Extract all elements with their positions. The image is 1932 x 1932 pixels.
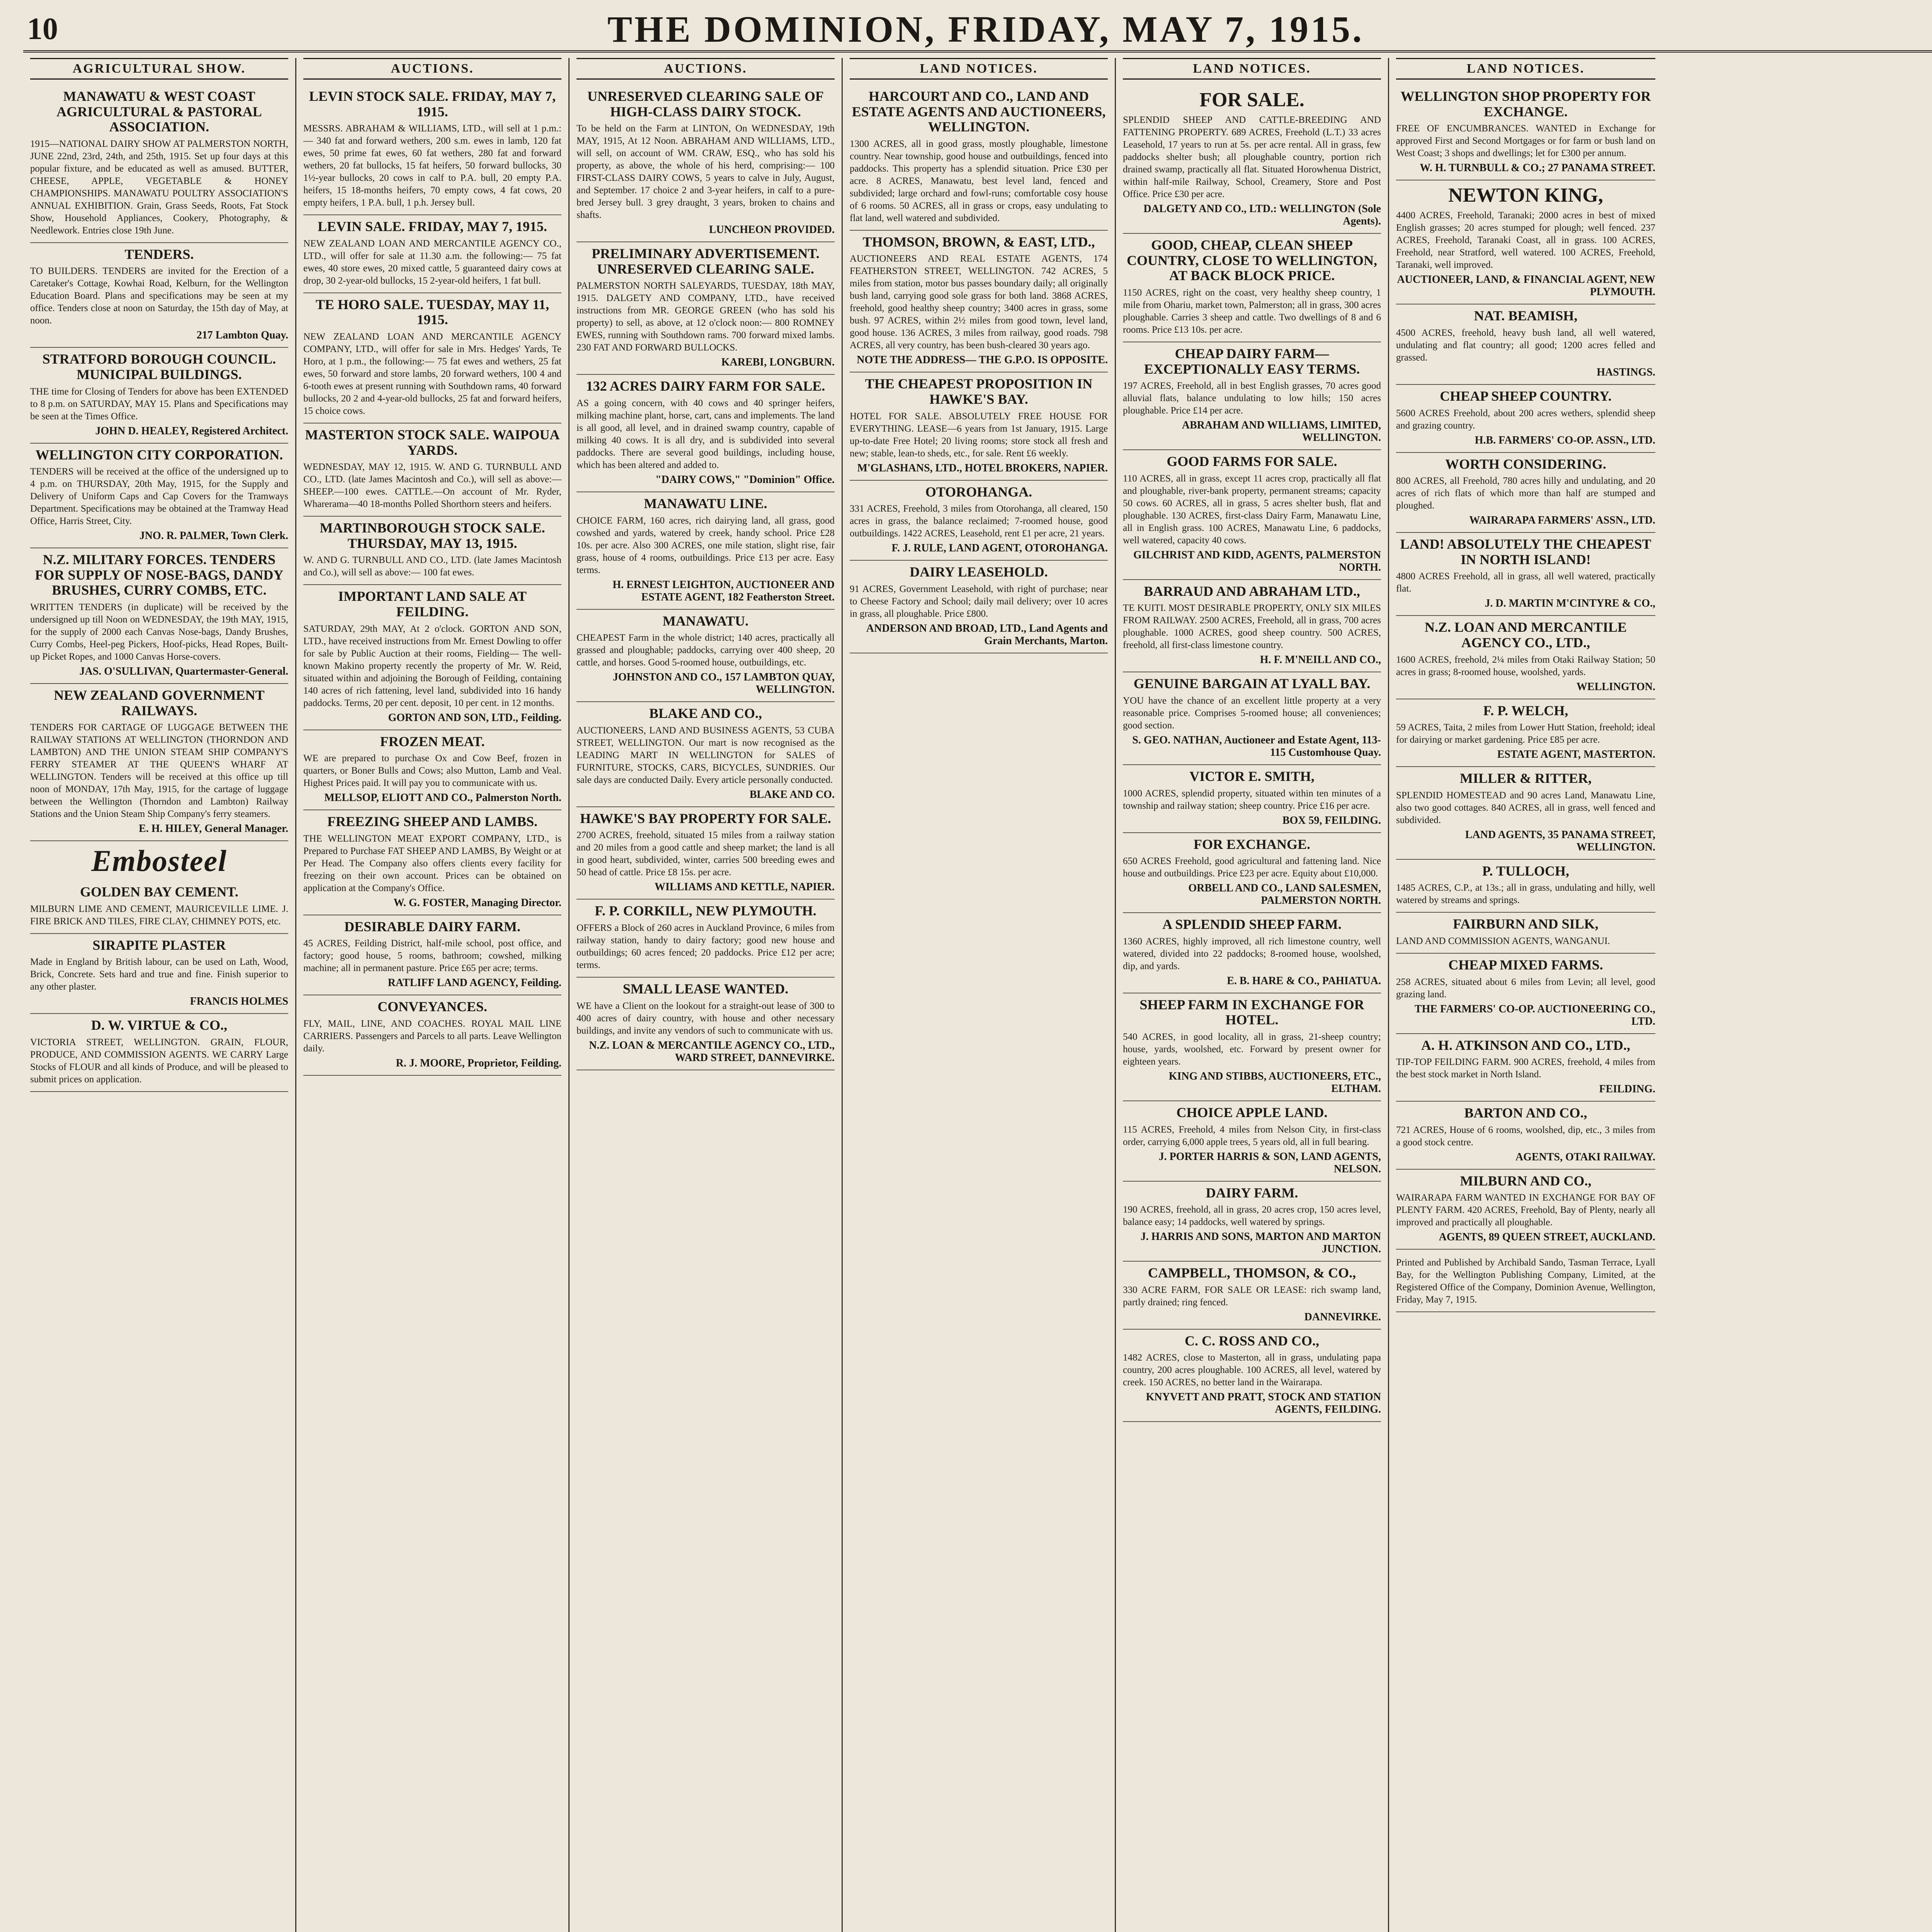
advertisement	[1396, 1170, 1655, 1250]
column-5	[1116, 58, 1389, 1932]
ad-body-text: 650 ACRES Freehold, good agricultural and fattening land. Nice house and outbuildings. Price £23 per acre. Equity about £10,000.	[1123, 856, 1381, 879]
advertisement	[1123, 450, 1381, 580]
ad-signature: W. H. TURNBULL & CO.; 27 PANAMA STREET.	[1420, 162, 1655, 174]
ad-title: NEWTON KING,	[1448, 184, 1603, 207]
advertisement	[30, 243, 288, 348]
ad-signature: NOTE THE ADDRESS— THE G.P.O. IS OPPOSITE.	[857, 354, 1108, 366]
section-heading: AUCTIONS.	[577, 58, 835, 80]
advertisement	[1123, 993, 1381, 1101]
ad-body-text: LAND AND COMMISSION AGENTS, WANGANUI.	[1396, 935, 1610, 946]
ad-title: CHOICE APPLE LAND.	[1176, 1104, 1328, 1120]
ad-body-text: FREE OF ENCUMBRANCES. WANTED in Exchange for approved First and Second Mortgages or for farm or bush land on West Coast; 3 shops and dwellings; let for £300 per annum.	[1396, 123, 1655, 159]
ad-body-text: TE KUITI. MOST DESIRABLE PROPERTY, ONLY SIX MILES FROM RAILWAY. 2500 ACRES, Freehold, all in grass, 700 acres ploughable. 1000 ACRES, good sheep country. 500 ACRES, freehold, all first-class limestone country.	[1123, 603, 1381, 651]
advertisement	[577, 807, 835, 900]
column-6	[1389, 58, 1662, 1932]
advertisement	[1123, 1262, 1381, 1330]
advertisement	[30, 934, 288, 1014]
advertisement	[30, 881, 288, 934]
advertisement	[303, 293, 561, 423]
ad-body-text: TIP-TOP FEILDING FARM. 900 ACRES, freehold, 4 miles from the best stock market in North Island.	[1396, 1057, 1655, 1080]
ad-title: SMALL LEASE WANTED.	[622, 981, 789, 997]
page-header	[23, 8, 1932, 53]
advertisement	[1396, 304, 1655, 385]
ad-title: GOOD, CHEAP, CLEAN SHEEP COUNTRY, CLOSE TO WELLINGTON, AT BACK BLOCK PRICE.	[1127, 237, 1377, 284]
section-heading: LAND NOTICES.	[850, 58, 1108, 80]
ad-signature: J. PORTER HARRIS & SON, LAND AGENTS, NELSON.	[1158, 1150, 1381, 1175]
ad-title: NAT. BEAMISH,	[1474, 308, 1578, 324]
advertisement	[850, 561, 1108, 653]
ad-body-text: WAIRARAPA FARM WANTED IN EXCHANGE FOR BAY OF PLENTY FARM. 420 ACRES, Freehold, Bay of Plenty, nearly all improved and practically all ploughable.	[1396, 1192, 1655, 1228]
ad-signature: N.Z. LOAN & MERCANTILE AGENCY CO., LTD., WARD STREET, DANNEVIRKE.	[589, 1039, 835, 1064]
ad-title: WELLINGTON CITY CORPORATION.	[35, 447, 283, 463]
ad-body-text: OFFERS a Block of 260 acres in Auckland Province, 6 miles from railway station, handy to dairy factory; good new house and outbuildings; 60 acres fenced; 20 paddocks. Price £12 per acre; terms.	[577, 922, 835, 970]
ad-title: HAWKE'S BAY PROPERTY FOR SALE.	[580, 810, 831, 826]
ad-body-text: 1482 ACRES, close to Masterton, all in grass, undulating papa country, 200 acres ploughable. 100 ACRES, all level, watered by creek. 150 ACRES, no better land in the Wairarapa.	[1123, 1352, 1381, 1388]
ad-title: CHEAP MIXED FARMS.	[1448, 957, 1603, 973]
ad-body-text: 330 ACRE FARM, FOR SALE OR LEASE: rich swamp land, partly drained; ring fenced.	[1123, 1284, 1381, 1308]
ad-title: WORTH CONSIDERING.	[1445, 456, 1606, 472]
advertisement	[1396, 860, 1655, 913]
ad-title: SIRAPITE PLASTER	[92, 937, 226, 953]
ad-title: CAMPBELL, THOMSON, & CO.,	[1148, 1265, 1356, 1281]
ad-title: THE CHEAPEST PROPOSITION IN HAWKE'S BAY.	[865, 376, 1093, 407]
masthead-title: THE DOMINION, FRIDAY, MAY 7, 1915.	[607, 9, 1364, 50]
ad-title: FROZEN MEAT.	[380, 733, 485, 749]
advertisement	[1396, 954, 1655, 1034]
advertisement	[30, 348, 288, 443]
section-heading: AUCTIONS.	[303, 58, 561, 80]
ad-title: GOOD FARMS FOR SALE.	[1167, 454, 1337, 469]
ad-body-text: 1600 ACRES, freehold, 2¼ miles from Otaki Railway Station; 50 acres in grass; 8-roomed house, woolshed, yards.	[1396, 654, 1655, 677]
advertisement	[1123, 672, 1381, 765]
advertisement	[1396, 699, 1655, 767]
ad-signature: JNO. R. PALMER, Town Clerk.	[139, 530, 288, 542]
ad-body-text: 59 ACRES, Taita, 2 miles from Lower Hutt Station, freehold; ideal for dairying or market gardening. Price £85 per acre.	[1396, 722, 1655, 745]
section-heading: LAND NOTICES.	[1123, 58, 1381, 80]
advertisement	[1123, 85, 1381, 234]
ad-title: LEVIN SALE. FRIDAY, MAY 7, 1915.	[318, 219, 547, 235]
ad-title: A. H. ATKINSON AND CO., LTD.,	[1421, 1037, 1631, 1053]
ad-body-text: WE have a Client on the lookout for a straight-out lease of 300 to 400 acres of dairy country, with house and other necessary buildings, and invite any vendors of such to communicate with us.	[577, 1000, 835, 1036]
ad-title: C. C. ROSS AND CO.,	[1184, 1333, 1320, 1349]
ad-signature: ABRAHAM AND WILLIAMS, LIMITED, WELLINGTON.	[1182, 419, 1381, 444]
ad-signature: AGENTS, 89 QUEEN STREET, AUCKLAND.	[1439, 1231, 1655, 1243]
section-heading: LAND NOTICES.	[1396, 58, 1655, 80]
ad-body-text: FLY, MAIL, LINE, AND COACHES. ROYAL MAIL LINE CARRIERS. Passengers and Parcels to all parts. Leave Wellington daily.	[303, 1018, 561, 1054]
ad-title: N.Z. MILITARY FORCES. TENDERS FOR SUPPLY OF NOSE-BAGS, DANDY BRUSHES, CURRY COMBS, ETC.	[35, 552, 284, 598]
ad-body-text: WE are prepared to purchase Ox and Cow Beef, frozen in quarters, or Boner Bulls and Cows; also Mutton, Lamb and Veal. Highest Prices paid. It will pay you to communicate with us.	[303, 753, 561, 789]
advertisement	[1123, 1101, 1381, 1182]
ad-signature: KAREBI, LONGBURN.	[721, 356, 835, 369]
advertisement	[1123, 342, 1381, 450]
ad-body-text: CHEAPEST Farm in the whole district; 140 acres, practically all grassed and ploughable; paddocks, carrying over 400 sheep, 20 cattle, and horses. Good 5-roomed house, outbuildings, etc.	[577, 633, 835, 668]
ad-title: DAIRY LEASEHOLD.	[910, 564, 1048, 580]
advertisement	[1123, 234, 1381, 342]
ad-title: TENDERS.	[124, 246, 194, 262]
ad-body-text: 110 ACRES, all in grass, except 11 acres crop, practically all flat and ploughable, river-bank property, permanent streams; capacity 50 cows. 60 ACRES, all in grass, 5 acres shelter bush, flat and ploughable. 130 ACRES, first-class Dairy Farm, Manawatu Line, all in English grass. 100 ACRES, Manawatu Line, 6 paddocks, well watered, capacity 40 cows.	[1123, 473, 1381, 546]
ad-body-text: VICTORIA STREET, WELLINGTON. GRAIN, FLOUR, PRODUCE, AND COMMISSION AGENTS. WE CARRY Large Stocks of FLOUR and all kinds of Produce, and will be pleased to submit prices on application.	[30, 1037, 288, 1085]
ad-title: CHEAP DAIRY FARM—EXCEPTIONALLY EASY TERMS.	[1144, 345, 1360, 377]
ad-title: PRELIMINARY ADVERTISEMENT. UNRESERVED CLEARING SALE.	[592, 246, 820, 277]
ad-body-text: AUCTIONEERS, LAND AND BUSINESS AGENTS, 53 CUBA STREET, WELLINGTON. Our mart is now recognised as the LEADING MART IN WELLINGTON for SALES of FURNITURE, STOCKS, CARS, BICYCLES, SUNDRIES. Our sale days are conducted Daily. Every article personally conducted.	[577, 725, 835, 785]
ad-signature: J. D. MARTIN M'CINTYRE & CO.,	[1485, 597, 1655, 610]
ad-signature: THE FARMERS' CO-OP. AUCTIONEERING CO., LTD.	[1414, 1003, 1655, 1027]
ad-signature: DANNEVIRKE.	[1304, 1311, 1381, 1323]
ad-body-text: 91 ACRES, Government Leasehold, with right of purchase; near to Cheese Factory and School; daily mail delivery; over 10 acres in grass, all ploughable. Price £800.	[850, 583, 1108, 619]
ad-title: N.Z. LOAN AND MERCANTILE AGENCY CO., LTD.,	[1424, 619, 1627, 650]
column-1	[23, 58, 296, 1932]
ad-title: F. P. CORKILL, NEW PLYMOUTH.	[595, 903, 816, 919]
advertisement	[1396, 1102, 1655, 1170]
ad-title: MASTERTON STOCK SALE. WAIPOUA YARDS.	[305, 427, 560, 458]
ad-title: FOR EXCHANGE.	[1193, 836, 1310, 852]
ad-title: P. TULLOCH,	[1482, 863, 1570, 879]
ad-signature: MELLSOP, ELIOTT AND CO., Palmerston North.	[324, 792, 561, 804]
ad-title: F. P. WELCH,	[1483, 702, 1568, 718]
ad-title: DAIRY FARM.	[1206, 1185, 1298, 1201]
ad-signature: WELLINGTON.	[1576, 680, 1655, 693]
advertisement	[577, 610, 835, 702]
ad-body-text: 1300 ACRES, all in good grass, mostly ploughable, limestone country. Near township, good house and outbuildings, fenced into paddocks. This property has a splendid situation. Price £30 per acre. 8 ACRES, Manawatu, best level land, fenced and subdivided; large orchard and fowl-runs; comfortable cosy house of 6 rooms. 50 ACRES, all in grass or crops, easy undulating to flat land, well watered and subdivided.	[850, 138, 1108, 223]
advertisement	[1123, 833, 1381, 913]
ad-signature: BLAKE AND CO.	[749, 788, 835, 801]
ad-signature: E. B. HARE & CO., PAHIATUA.	[1227, 975, 1381, 987]
column-2	[296, 58, 570, 1932]
ad-signature: HASTINGS.	[1597, 366, 1655, 378]
ad-title: BLAKE AND CO.,	[649, 706, 762, 721]
ad-body-text: Printed and Published by Archibald Sando, Tasman Terrace, Lyall Bay, for the Wellington Publishing Company, Limited, at the Registered Office of the Company, Dominion Avenue, Wellington, Friday, May 7, 1915.	[1396, 1257, 1655, 1305]
ad-body-text: 4400 ACRES, Freehold, Taranaki; 2000 acres in best of mixed English grasses; 20 acres stumped for plough; well fenced. 237 ACRES, Freehold, Taranaki Coast, all in grass. 100 ACRES, Freehold, near Stratford, well watered. 100 ACRES, Freehold, Taranaki, well improved.	[1396, 210, 1655, 270]
ad-body-text: 115 ACRES, Freehold, 4 miles from Nelson City, in first-class order, carrying 6,000 apple trees, 5 years old, all in full bearing.	[1123, 1124, 1381, 1147]
advertisement	[1123, 913, 1381, 993]
ad-title: IMPORTANT LAND SALE AT FEILDING.	[338, 588, 527, 619]
ad-title: FREEZING SHEEP AND LAMBS.	[327, 814, 538, 830]
advertisement	[30, 548, 288, 684]
ad-signature: WAIRARAPA FARMERS' ASSN., LTD.	[1469, 514, 1655, 527]
ad-title: GENUINE BARGAIN AT LYALL BAY.	[1133, 676, 1371, 692]
ad-body-text: 5600 ACRES Freehold, about 200 acres wethers, splendid sheep and grazing country.	[1396, 408, 1655, 431]
ad-title: FAIRBURN AND SILK,	[1453, 916, 1599, 932]
ad-signature: KNYVETT AND PRATT, STOCK AND STATION AGENTS, FEILDING.	[1146, 1391, 1381, 1416]
ad-title: MANAWATU LINE.	[644, 495, 767, 511]
ad-title: MILLER & RITTER,	[1459, 770, 1592, 786]
ad-body-text: MESSRS. ABRAHAM & WILLIAMS, LTD., will sell at 1 p.m.:— 340 fat and forward wethers, 200 s.m. ewes in lamb, 120 fat ewes, 50 prime fat ewes, 60 fat wethers, 280 fat and forward wethers, 20 fat bullocks, 15 fat heifers, 50 forward bullocks, 30 1½-year bullocks, 20 cows in calf to P.A. bull, 20 empty P.A. heifers, 15 18-months heifers, 70 empty cows, 4 fat cows, 20 empty heifers, 1 P.A. bull, 1 p.h. Jersey bull.	[303, 123, 561, 208]
advertisement	[1396, 385, 1655, 453]
advertisement	[1396, 180, 1655, 304]
ad-title: STRATFORD BOROUGH COUNCIL. MUNICIPAL BUILDINGS.	[42, 351, 276, 382]
ad-signature: FEILDING.	[1599, 1083, 1655, 1095]
advertisement	[303, 995, 561, 1076]
advertisement	[30, 1014, 288, 1092]
advertisement	[577, 242, 835, 375]
ad-body-text: 197 ACRES, Freehold, all in best English grasses, 70 acres good alluvial flats, balance undulating to low hills; 150 acres ploughable. Price £14 per acre.	[1123, 381, 1381, 416]
ad-signature: BOX 59, FEILDING.	[1282, 814, 1381, 827]
advertisement	[1396, 767, 1655, 860]
ad-title: NEW ZEALAND GOVERNMENT RAILWAYS.	[54, 687, 265, 718]
advertisement	[1123, 1330, 1381, 1422]
advertisement	[303, 215, 561, 293]
ad-signature: DALGETY AND CO., LTD.: WELLINGTON (Sole Agents).	[1143, 203, 1381, 228]
ad-body-text: 1150 ACRES, right on the coast, very healthy sheep country, 1 mile from Ohariu, market town, Palmerston; all in grass, 300 acres ploughable. Carries 3 sheep and cattle. Two dwellings of 8 and 6 rooms. Price £13 10s. per acre.	[1123, 287, 1381, 335]
ad-signature: F. J. RULE, LAND AGENT, OTOROHANGA.	[891, 542, 1108, 554]
advertisement	[577, 85, 835, 242]
advertisement	[303, 423, 561, 517]
advertisement	[303, 810, 561, 915]
ad-body-text: MILBURN LIME AND CEMENT, MAURICEVILLE LIME. J. FIRE BRICK AND TILES, FIRE CLAY, CHIMNEY POTS, etc.	[30, 903, 288, 927]
advertisement	[303, 517, 561, 585]
advertisement	[1396, 913, 1655, 954]
ad-body-text: TENDERS FOR CARTAGE OF LUGGAGE BETWEEN THE RAILWAY STATIONS AT WELLINGTON (THORNDON AND LAMBTON) AND THE UNION STEAM SHIP COMPANY'S FERRY STEAMER AT THE QUEEN'S WHARF AT WELLINGTON. Tenders will be received at this office up till noon of MONDAY, 17th May, 1915, for the cartage of luggage between the Wellington (Thorndon and Lambton) Railway Stations and the Union Steam Ship Company's ferry steamers.	[30, 722, 288, 820]
ad-signature: AUCTIONEER, LAND, & FINANCIAL AGENT, NEW PLYMOUTH.	[1397, 274, 1655, 298]
ad-signature: "DAIRY COWS," "Dominion" Office.	[655, 473, 835, 486]
ad-body-text: AS a going concern, with 40 cows and 40 springer heifers, milking machine plant, horse, cart, cans and implements. The land is all good, all level, and in drained swamp country, capable of milking 40 cows. It is all dry, and is subdivided into several paddocks. There are several good buildings, including house, which has been altered and added to.	[577, 398, 835, 470]
ad-title: BARTON AND CO.,	[1464, 1105, 1587, 1121]
ad-signature: LAND AGENTS, 35 PANAMA STREET, WELLINGTON.	[1465, 828, 1655, 853]
page-number: 10	[27, 12, 58, 46]
ad-title: 132 ACRES DAIRY FARM FOR SALE.	[586, 378, 825, 394]
ad-body-text: NEW ZEALAND LOAN AND MERCANTILE AGENCY COMPANY, LTD., will offer for sale in Mrs. Hedges' Yards, Te Horo, at 1 p.m., the following:— 75 fat ewes and wethers, 25 fat ewes, 50 forward and store lambs, 20 forward wethers, 100 4 and 6-tooth ewes at present running with Southdown rams, 40 forward bullocks, 20 2 and 4-year-old bullocks, 25 fat and forward heifers, 15 choice cows.	[303, 331, 561, 416]
advertisement	[1123, 765, 1381, 833]
ad-body-text: SPLENDID SHEEP AND CATTLE-BREEDING AND FATTENING PROPERTY. 689 ACRES, Freehold (L.T.) 33 acres Leasehold, 17 years to run at 5s. per acre rental. All in grass, few paddocks shelter bush; all ploughable country, portion rich drained swamp, practically all flat. Situated Horowhenua District, within half-mile Railway, School, Creamery, Store and Post Office. Price £30 per acre.	[1123, 115, 1381, 200]
ad-body-text: 800 ACRES, all Freehold, 780 acres hilly and undulating, and 20 acres of rich flats of which more than half are stumped and ploughed.	[1396, 476, 1655, 511]
advertisement	[850, 231, 1108, 373]
ad-signature: W. G. FOSTER, Managing Director.	[393, 896, 561, 909]
ad-body-text: TENDERS will be received at the office of the undersigned up to 4 p.m. on THURSDAY, 20th May, 1915, for the Supply and Delivery of Uniform Caps and Cap Covers for the Tramways Department. Specifications may be obtained at the Tramway Head Office, Harris Street, City.	[30, 466, 288, 527]
ad-body-text: HOTEL FOR SALE. ABSOLUTELY FREE HOUSE FOR EVERYTHING. LEASE—6 years from 1st January, 1915. Large up-to-date Free Hotel; 20 living rooms; store stock all fresh and new; stable, lean-to sheds, etc., for sale. Rent £6 weekly.	[850, 411, 1108, 459]
ad-body-text: 4500 ACRES, freehold, heavy bush land, all well watered, undulating and flat country; all good; 1200 acres felled and grassed.	[1396, 327, 1655, 363]
ad-signature: JAS. O'SULLIVAN, Quartermaster-General.	[79, 665, 288, 677]
ad-title: UNRESERVED CLEARING SALE OF HIGH-CLASS DAIRY STOCK.	[587, 88, 824, 119]
ad-title: D. W. VIRTUE & CO.,	[91, 1017, 228, 1033]
ad-signature: J. HARRIS AND SONS, MARTON AND MARTON JUNCTION.	[1140, 1231, 1381, 1255]
ad-body-text: 45 ACRES, Feilding District, half-mile school, post office, and factory; good house, 5 rooms, bathroom; cowshed, milking machine; all in permanent pasture. Price £65 per acre; terms.	[303, 938, 561, 974]
ad-body-text: 331 ACRES, Freehold, 3 miles from Otorohanga, all cleared, 150 acres in grass, the balance reclaimed; 7-roomed house, good outbuildings. 1422 ACRES, Leasehold, rent £1 per acre, 21 years.	[850, 503, 1108, 539]
advertisement	[577, 978, 835, 1070]
ad-title: FOR SALE.	[1199, 89, 1304, 111]
ad-body-text: W. AND G. TURNBULL AND CO., LTD. (late James Macintosh and Co.), will sell as above:— 100 fat ewes.	[303, 555, 561, 578]
ad-title: GOLDEN BAY CEMENT.	[80, 884, 238, 900]
ad-body-text: 1360 ACRES, highly improved, all rich limestone country, well watered, divided into 22 paddocks; 8-roomed house, woolshed, dip, and yards.	[1123, 936, 1381, 971]
ad-signature: AGENTS, OTAKI RAILWAY.	[1515, 1151, 1655, 1163]
ad-body-text: CHOICE FARM, 160 acres, rich dairying land, all grass, good cowshed and yards, watered by creek, handy school. Price £28 10s. per acre. Also 300 ACRES, one mile station, slight rise, fair grass, house of 4 rooms, outbuildings. Price £13 per acre. Easy terms.	[577, 515, 835, 575]
ad-signature: ANDERSON AND BROAD, LTD., Land Agents and Grain Merchants, Marton.	[866, 622, 1108, 647]
ad-title: A SPLENDID SHEEP FARM.	[1162, 917, 1342, 932]
ad-signature: GORTON AND SON, LTD., Feilding.	[388, 711, 561, 724]
ad-title: WELLINGTON SHOP PROPERTY FOR EXCHANGE.	[1400, 88, 1651, 119]
ad-signature: JOHNSTON AND CO., 157 LAMBTON QUAY, WELLINGTON.	[612, 671, 835, 696]
ad-signature: M'GLASHANS, LTD., HOTEL BROKERS, NAPIER.	[857, 462, 1108, 474]
ad-body-text: SATURDAY, 29th MAY, At 2 o'clock. GORTON AND SON, LTD., have received instructions from Mr. Ernest Dowling to offer for sale by Public Auction at their rooms, Fielding— The well-known Makino property recently the property of Mr. W. Reid, situated within and adjoining the Borough of Feilding, containing 140 acres of rich fattening, level land, subdivided into 16 handy paddocks. Terms, 20 per cent. deposit, 10 per cent. in 12 months.	[303, 623, 561, 708]
advertisement	[1396, 1250, 1655, 1312]
ad-body-text: SPLENDID HOMESTEAD and 90 acres Land, Manawatu Line, also two good cottages. 840 ACRES, all in grass, well fenced and subdivided.	[1396, 790, 1655, 825]
ad-signature: R. J. MOORE, Proprietor, Feilding.	[396, 1057, 561, 1069]
advertisement	[1396, 616, 1655, 699]
advertisement	[1123, 580, 1381, 673]
ad-signature: GILCHRIST AND KIDD, AGENTS, PALMERSTON NORTH.	[1133, 549, 1381, 573]
advertisement	[1396, 1034, 1655, 1102]
ad-title: TE HORO SALE. TUESDAY, MAY 11, 1915.	[315, 296, 549, 328]
advertisement	[30, 85, 288, 243]
advertisement	[850, 372, 1108, 480]
ad-title: HARCOURT AND CO., LAND AND ESTATE AGENTS AND AUCTIONEERS, WELLINGTON.	[852, 88, 1106, 135]
advertisement	[577, 702, 835, 807]
ad-title: OTOROHANGA.	[925, 484, 1032, 500]
ad-title: LEVIN STOCK SALE. FRIDAY, MAY 7, 1915.	[309, 88, 556, 119]
ad-signature: S. GEO. NATHAN, Auctioneer and Estate Agent, 113-115 Customhouse Quay.	[1132, 734, 1381, 759]
column-4	[843, 58, 1116, 1932]
ad-signature: KING AND STIBBS, AUCTIONEERS, ETC., ELTHAM.	[1168, 1070, 1381, 1095]
ad-title: CHEAP SHEEP COUNTRY.	[1440, 388, 1612, 404]
ad-title: SHEEP FARM IN EXCHANGE FOR HOTEL.	[1139, 997, 1364, 1028]
ad-signature: JOHN D. HEALEY, Registered Architect.	[95, 425, 288, 437]
ad-signature: H.B. FARMERS' CO-OP. ASSN., LTD.	[1475, 434, 1655, 446]
ad-body-text: TO BUILDERS. TENDERS are invited for the Erection of a Caretaker's Cottage, Kowhai Road, Kelburn, for the Wellington Education Board. Plans and specifications may be seen at my office. Tenders close at noon on Saturday, the 15th day of May, at noon.	[30, 266, 288, 326]
ad-body-text: 1915—NATIONAL DAIRY SHOW AT PALMERSTON NORTH, JUNE 22nd, 23rd, 24th, and 25th, 1915. Set up four days at this popular fixture, and be educated as well as amused. BUTTER, CHEESE, APPLE, VEGETABLE & HONEY CHAMPIONSHIPS. MANAWATU POULTRY ASSOCIATION'S ANNUAL EXHIBITION. Grain, Grass Seeds, Roots, Fat Stock Show, Household Appliances, Cookery, Photography, & Needlework. Entries close 19th June.	[30, 138, 288, 236]
ad-body-text: 4800 ACRES Freehold, all in grass, all well watered, practically flat.	[1396, 571, 1655, 594]
ad-signature: RATLIFF LAND AGENCY, Feilding.	[388, 977, 561, 989]
advertisement	[303, 85, 561, 215]
ad-signature: 217 Lambton Quay.	[196, 329, 288, 342]
ad-body-text: 721 ACRES, House of 6 rooms, woolshed, dip, etc., 3 miles from a good stock centre.	[1396, 1124, 1655, 1148]
advertisement	[1396, 85, 1655, 180]
ad-body-text: THE WELLINGTON MEAT EXPORT COMPANY, LTD., is Prepared to Purchase FAT SHEEP AND LAMBS, By Weight or at Per Head. The Company also offers clients every facility for freezing on their own account. Prices can be obtained on application at the Company's Office.	[303, 833, 561, 893]
column-3	[570, 58, 843, 1932]
ad-signature: H. F. M'NEILL AND CO.,	[1260, 654, 1381, 666]
ad-body-text: AUCTIONEERS AND REAL ESTATE AGENTS, 174 FEATHERSTON STREET, WELLINGTON. 742 ACRES, 5 miles from station, motor bus passes boundary daily; all originally bush land, carrying good sole grass for both land. 3868 ACRES, freehold, good healthy sheep country; 3400 acres in grass, some bush. 97 ACRES, within 2½ miles from good town, level land, good house. 136 ACRES, 3 miles from railway, good roads. 798 ACRES, all very country, has been bush-cleared 30 years ago.	[850, 253, 1108, 351]
ad-signature: WILLIAMS AND KETTLE, NAPIER.	[655, 881, 835, 893]
ad-signature: ORBELL AND CO., LAND SALESMEN, PALMERSTON NORTH.	[1188, 882, 1381, 907]
advertisement	[577, 900, 835, 978]
ad-body-text: 540 ACRES, in good locality, all in grass, 21-sheep country; house, yards, woolshed, etc. Forward by present owner for eighteen years.	[1123, 1031, 1381, 1067]
ad-body-text: To be held on the Farm at LINTON, On WEDNESDAY, 19th MAY, 1915, At 12 Noon. ABRAHAM AND WILLIAMS, LTD., will sell, on account of WM. CRAW, ESQ., who has sold his property, as above, the whole of his herd, comprising:— 100 FIRST-CLASS DAIRY COWS, 5 years to calve in July, August, and September. 17 choice 2 and 3-year heifers, in calf to a pure-bred Jersey bull. 3 grey draught, 3 years, broken to chains and shafts.	[577, 123, 835, 221]
ad-signature: E. H. HILEY, General Manager.	[139, 823, 288, 835]
ad-title: MARTINBOROUGH STOCK SALE. THURSDAY, MAY 13, 1915.	[320, 520, 545, 551]
newspaper-columns	[23, 58, 1932, 1932]
ad-title: VICTOR E. SMITH,	[1189, 768, 1315, 784]
advertisement	[30, 444, 288, 549]
ad-title: MANAWATU & WEST COAST AGRICULTURAL & PASTORAL ASSOCIATION.	[56, 88, 262, 135]
ad-body-text: WEDNESDAY, MAY 12, 1915. W. AND G. TURNBULL AND CO., LTD. (late James Macintosh and Co.), will sell as above:— SHEEP.—100 ewes. CATTLE.—On account of Mr. Ryder, Wharerama—40 18-months Polled Shorthorn steers and heifers.	[303, 462, 561, 510]
ad-body-text: PALMERSTON NORTH SALEYARDS, TUESDAY, 18th MAY, 1915. DALGETY AND COMPANY, LTD., have received instructions from MR. GEORGE GREEN (who has sold his property) to sell, as above, at 12 o'clock noon:— 800 ROMNEY EWES, running with Southdown rams. 700 forward mixed lambs. 230 FAT AND FORWARD BULLOCKS.	[577, 281, 835, 353]
advertisement	[303, 585, 561, 730]
ad-body-text: THE time for Closing of Tenders for above has been EXTENDED to 8 p.m. on SATURDAY, MAY 15. Plans and Specifications may be seen at the Times Office.	[30, 386, 288, 422]
ad-title: LAND! ABSOLUTELY THE CHEAPEST IN NORTH ISLAND!	[1400, 536, 1651, 567]
advertisement	[577, 492, 835, 610]
advertisement	[850, 85, 1108, 231]
ad-body-text: 2700 ACRES, freehold, situated 15 miles from a railway station and 20 miles from a good cattle and sheep market; the land is all in good heart, subdivided, winter, carries 500 breeding ewes and 50 head of cattle. Price £8 15s. per acre.	[577, 830, 835, 878]
advertisement	[1396, 533, 1655, 616]
ad-title: BARRAUD AND ABRAHAM LTD.,	[1144, 583, 1360, 599]
ad-title: CONVEYANCES.	[378, 999, 487, 1015]
ad-body-text: 1485 ACRES, C.P., at 13s.; all in grass, undulating and hilly, well watered by streams and springs.	[1396, 883, 1655, 906]
advertisement	[850, 481, 1108, 561]
ad-title: DESIRABLE DAIRY FARM.	[344, 918, 520, 934]
ad-body-text: 1000 ACRES, splendid property, situated within ten minutes of a township and railway station; sheep country. Price £16 per acre.	[1123, 788, 1381, 811]
ad-body-text: 190 ACRES, freehold, all in grass, 20 acres crop, 150 acres level, balance easy; 14 paddocks, well watered by springs.	[1123, 1204, 1381, 1228]
advertisement	[303, 730, 561, 811]
ad-body-text: Made in England by British labour, can be used on Lath, Wood, Brick, Concrete. Sets hard and true and fine. Finish superior to any other plaster.	[30, 957, 288, 992]
advertisement	[303, 915, 561, 996]
advertisement	[30, 684, 288, 841]
ad-body-text: YOU have the chance of an excellent little property at a very reasonable price. Comprises 5-roomed house; all conveniences; good section.	[1123, 695, 1381, 731]
advertisement	[1123, 1182, 1381, 1262]
section-heading: AGRICULTURAL SHOW.	[30, 58, 288, 80]
ad-signature: ESTATE AGENT, MASTERTON.	[1497, 748, 1655, 761]
ad-signature: LUNCHEON PROVIDED.	[709, 224, 835, 236]
advertisement	[1396, 453, 1655, 533]
ad-body-text: NEW ZEALAND LOAN AND MERCANTILE AGENCY CO., LTD., will offer for sale at 11.30 a.m. the following:— 75 fat ewes, 40 store ewes, 20 mixed cattle, 5 guaranteed dairy cows at drop, 30 2-year-old bullocks, 15 2-year-old heifers, 1 fat bull.	[303, 238, 561, 286]
ad-signature: H. ERNEST LEIGHTON, AUCTIONEER AND ESTATE AGENT, 182 Featherston Street.	[612, 578, 835, 603]
ad-signature: FRANCIS HOLMES	[190, 995, 288, 1008]
ad-title: MANAWATU.	[662, 613, 749, 629]
ad-body-text: WRITTEN TENDERS (in duplicate) will be received by the undersigned up till Noon on WEDNESDAY, the 19th MAY, 1915, for the supply of 2000 each Canvas Nose-bags, Dandy Brushes, Curry Combs, Heel-peg Pickers, Hoof-picks, Head Ropes, Built-up Picket Ropes, and 1000 Canvas Horse-covers.	[30, 602, 288, 662]
ad-title: MILBURN AND CO.,	[1460, 1173, 1592, 1189]
advertisement	[577, 375, 835, 492]
ad-body-text: 258 ACRES, situated about 6 miles from Levin; all level, good grazing land.	[1396, 976, 1655, 1000]
display-logo: Embosteel	[91, 844, 227, 878]
ad-title: THOMSON, BROWN, & EAST, LTD.,	[862, 234, 1095, 250]
